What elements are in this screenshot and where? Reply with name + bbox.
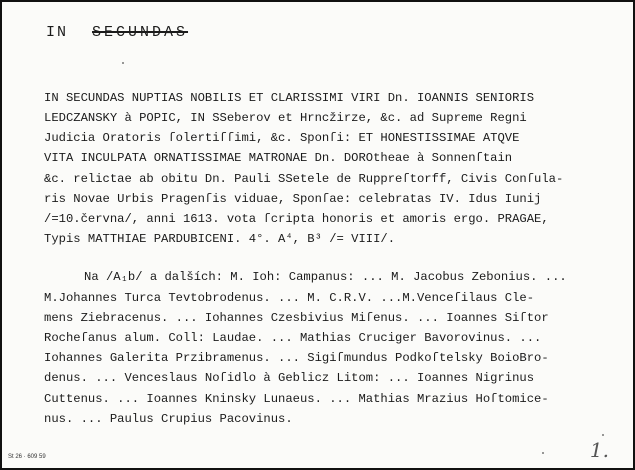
page-mark: 1. [589, 438, 609, 462]
heading-struck-word: SECUNDAS [92, 24, 189, 41]
contributors-line: Na /A₁b/ a dalších: M. Ioh: Campanus: ... M. Jacobus Zebonius. ... [84, 270, 567, 284]
contributors-line: mens Ziebracenus. ... Iohannes Czesbivius Miſenus. ... Ioannes Siſtor [44, 311, 549, 325]
contributors-line: nus. ... Paulus Crupius Pacovinus. [44, 412, 293, 426]
title-line: Typis MATTHIAE PARDUBICENI. 4°. A⁴, B³ /= VIII/. [44, 232, 396, 246]
title-line: Judicia Oratoris ſolertiſſimi, &c. Sponſi: ET HONESTISSIMAE ATQVE [44, 131, 520, 145]
title-line: IN SECUNDAS NUPTIAS NOBILIS ET CLARISSIMI VIRI Dn. IOANNIS SENIORIS [44, 91, 535, 105]
card-heading [46, 24, 188, 41]
contributors-line: Iohannes Galerita Przibramenus. ... Sigiſmundus Podkoſtelsky BoioBro- [44, 351, 549, 365]
title-line: /=10.června/, anni 1613. vota ſcripta honoris et amoris ergo. PRAGAE, [44, 212, 549, 226]
heading-prefix: IN [46, 24, 69, 41]
scan-speck [602, 434, 604, 436]
scan-speck [542, 452, 544, 454]
title-line: VITA INCULPATA ORNATISSIMAE MATRONAE Dn. DOROtheae à Sonnenſtain [44, 151, 513, 165]
title-line: LEDCZANSKY à POPIC, IN SSeberov et Hrncžirze, &c. ad Supreme Regni [44, 111, 527, 125]
contributors-line: Rocheſanus alum. Coll: Laudae. ... Mathias Cruciger Bavorovinus. ... [44, 331, 542, 345]
contributors-line: M.Johannes Turca Tevtobrodenus. ... M. C.R.V. ...M.Venceſilaus Cle- [44, 291, 535, 305]
contributors-line: Cuttenus. ... Ioannes Kninsky Lunaeus. ... Mathias Mrazius Hoſtomice- [44, 392, 549, 406]
title-line: ris Novae Urbis Pragenſis viduae, Sponſae: celebratas IV. Idus Iunij [44, 192, 542, 206]
footer-code: St 26 · 609 59 [8, 454, 46, 460]
scan-speck [122, 62, 124, 64]
contributors-line: denus. ... Venceslaus Noſidlo à Geblicz Litom: ... Ioannes Nigrinus [44, 371, 535, 385]
title-line: &c. relictae ab obitu Dn. Pauli SSetele de Ruppreſtorff, Civis Conſula- [44, 172, 564, 186]
